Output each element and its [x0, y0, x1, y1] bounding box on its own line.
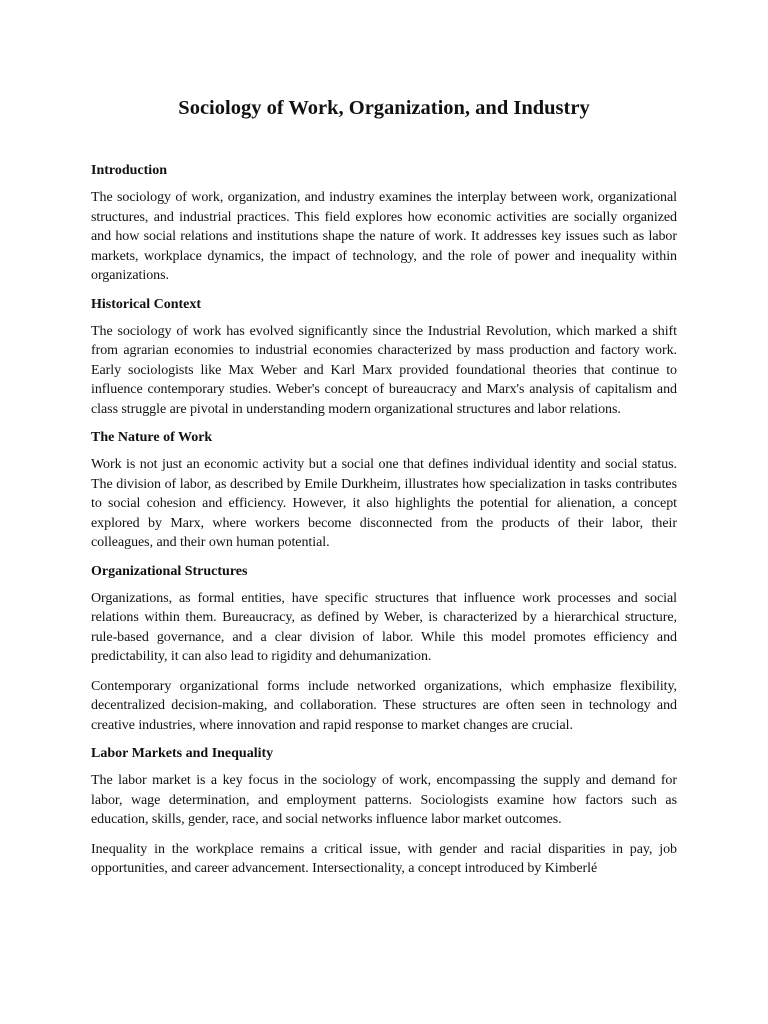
paragraph: Work is not just an economic activity but a social one that defines individual identity and social status. The division of labor, as described by Emile Durkheim, illustrates how specialization in tasks contributes to social cohesion and efficiency. However, it also highlights the potential for alienation, a concept explored by Marx, where workers become disconnected from the products of their labor, their colleagues, and their own human potential.: [91, 457, 677, 550]
section-introduction: [91, 160, 677, 286]
section-heading: Introduction: [91, 163, 167, 178]
section-organizational-structures: [91, 561, 677, 736]
paragraph: Inequality in the workplace remains a critical issue, with gender and racial disparities in pay, job opportunities, and career advancement. Intersectionality, a concept introduced by Kimberlé: [91, 841, 677, 876]
paragraph: The sociology of work has evolved significantly since the Industrial Revolution, which marked a shift from agrarian economies to industrial economies characterized by mass production and factory work. Early sociologists like Max Weber and Karl Marx provided foundational theories that continue to influence contemporary studies. Weber's concept of bureaucracy and Marx's analysis of capitalism and class struggle are pivotal in understanding modern organizational structures and labor relations.: [91, 323, 677, 417]
section-heading: Historical Context: [91, 296, 202, 312]
section-heading: Organizational Structures: [91, 563, 248, 579]
paragraph: Contemporary organizational forms include networked organizations, which emphasize flexibility, decentralized decision-making, and collaboration. These structures are often seen in technology and creative industries, where innovation and rapid response to market changes are crucial.: [91, 678, 677, 733]
document-title: Sociology of Work, Organization, and Industry: [178, 97, 590, 119]
paragraph: The sociology of work, organization, and industry examines the interplay between work, organizational structures, and industrial practices. This field explores how economic activities are socially organized and how social relations and institutions shape the nature of work. It addresses key issues such as labor markets, workplace dynamics, the impact of technology, and the role of power and inequality within organizations.: [91, 190, 677, 283]
section-heading: Labor Markets and Inequality: [91, 746, 274, 761]
paragraph: The labor market is a key focus in the sociology of work, encompassing the supply and demand for labor, wage determination, and employment patterns. Sociologists examine how factors such as education, skills, gender, race, and social networks influence labor market outcomes.: [91, 773, 677, 827]
section-labor-markets-and-inequality: [91, 743, 677, 879]
document-body: [91, 160, 677, 879]
section-heading: The Nature of Work: [91, 430, 213, 445]
paragraph: Organizations, as formal entities, have specific structures that influence work processes and social relations within them. Bureaucracy, as defined by Weber, is characterized by a hierarchical structure, rule-based governance, and a clear division of labor. While this model promotes efficiency and predictability, it can also lead to rigidity and dehumanization.: [91, 590, 677, 664]
section-nature-of-work: [91, 427, 677, 553]
section-historical-context: [91, 294, 677, 420]
